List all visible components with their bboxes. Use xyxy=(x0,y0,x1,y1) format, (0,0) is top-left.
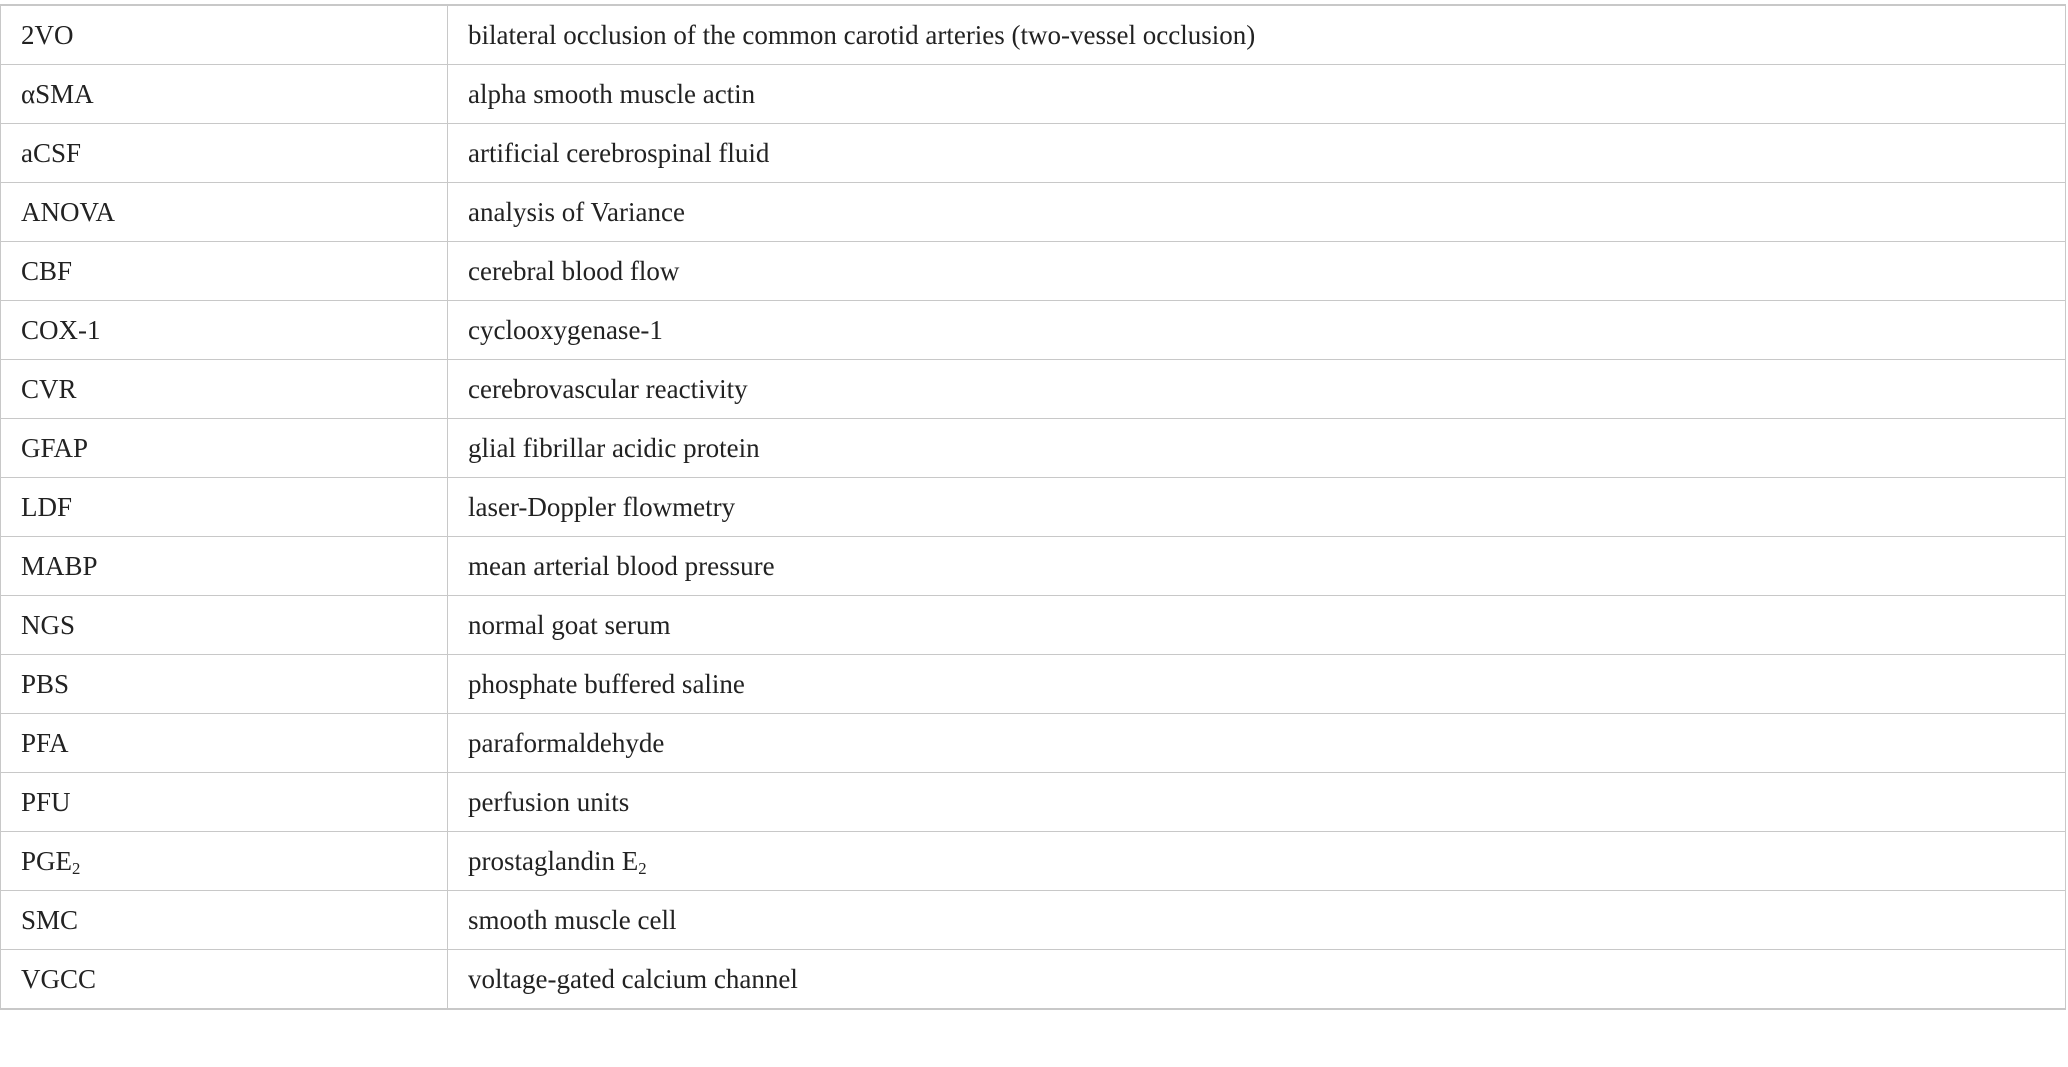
table-row xyxy=(1,596,2066,655)
abbreviation-term: PFA xyxy=(1,714,448,773)
abbreviations-table xyxy=(0,4,2066,1010)
abbreviation-definition: smooth muscle cell xyxy=(448,891,2066,950)
abbreviation-definition: alpha smooth muscle actin xyxy=(448,65,2066,124)
table-row xyxy=(1,124,2066,183)
abbreviation-term: MABP xyxy=(1,537,448,596)
table-row xyxy=(1,360,2066,419)
abbreviation-term: COX-1 xyxy=(1,301,448,360)
abbreviation-term: CBF xyxy=(1,242,448,301)
table-row xyxy=(1,714,2066,773)
abbreviation-term xyxy=(1,832,448,891)
definition-text: prostaglandin E xyxy=(468,845,639,876)
table-row xyxy=(1,773,2066,832)
abbreviation-definition: cerebral blood flow xyxy=(448,242,2066,301)
abbreviation-term: CVR xyxy=(1,360,448,419)
abbreviation-definition: laser-Doppler flowmetry xyxy=(448,478,2066,537)
abbreviation-definition: cyclooxygenase-1 xyxy=(448,301,2066,360)
abbreviation-definition xyxy=(448,832,2066,891)
abbreviation-definition: artificial cerebrospinal fluid xyxy=(448,124,2066,183)
abbreviation-term: SMC xyxy=(1,891,448,950)
abbreviation-definition: perfusion units xyxy=(448,773,2066,832)
table-row xyxy=(1,655,2066,714)
abbreviation-term: 2VO xyxy=(1,5,448,65)
table-row xyxy=(1,242,2066,301)
abbreviation-definition: analysis of Variance xyxy=(448,183,2066,242)
abbreviation-term: aCSF xyxy=(1,124,448,183)
table-row xyxy=(1,183,2066,242)
abbreviations-table-body xyxy=(1,5,2066,1009)
abbreviation-definition: glial fibrillar acidic protein xyxy=(448,419,2066,478)
table-row xyxy=(1,891,2066,950)
table-row xyxy=(1,5,2066,65)
table-row xyxy=(1,832,2066,891)
abbreviation-definition: mean arterial blood pressure xyxy=(448,537,2066,596)
abbreviation-term: VGCC xyxy=(1,950,448,1010)
table-row xyxy=(1,301,2066,360)
abbreviation-term: ANOVA xyxy=(1,183,448,242)
abbreviation-definition: phosphate buffered saline xyxy=(448,655,2066,714)
table-row xyxy=(1,478,2066,537)
abbreviation-definition: voltage-gated calcium channel xyxy=(448,950,2066,1010)
term-subscript: 2 xyxy=(72,858,81,878)
abbreviation-term: αSMA xyxy=(1,65,448,124)
definition-subscript: 2 xyxy=(638,858,647,878)
term-text: PGE xyxy=(21,845,73,876)
abbreviation-term: NGS xyxy=(1,596,448,655)
abbreviation-term: GFAP xyxy=(1,419,448,478)
abbreviation-definition: paraformaldehyde xyxy=(448,714,2066,773)
table-row xyxy=(1,950,2066,1010)
table-row xyxy=(1,419,2066,478)
table-row xyxy=(1,65,2066,124)
abbreviation-definition: normal goat serum xyxy=(448,596,2066,655)
abbreviation-definition: cerebrovascular reactivity xyxy=(448,360,2066,419)
abbreviation-term: PFU xyxy=(1,773,448,832)
abbreviation-term: PBS xyxy=(1,655,448,714)
abbreviation-definition: bilateral occlusion of the common carotid arteries (two-vessel occlusion) xyxy=(448,5,2066,65)
table-row xyxy=(1,537,2066,596)
abbreviation-term: LDF xyxy=(1,478,448,537)
